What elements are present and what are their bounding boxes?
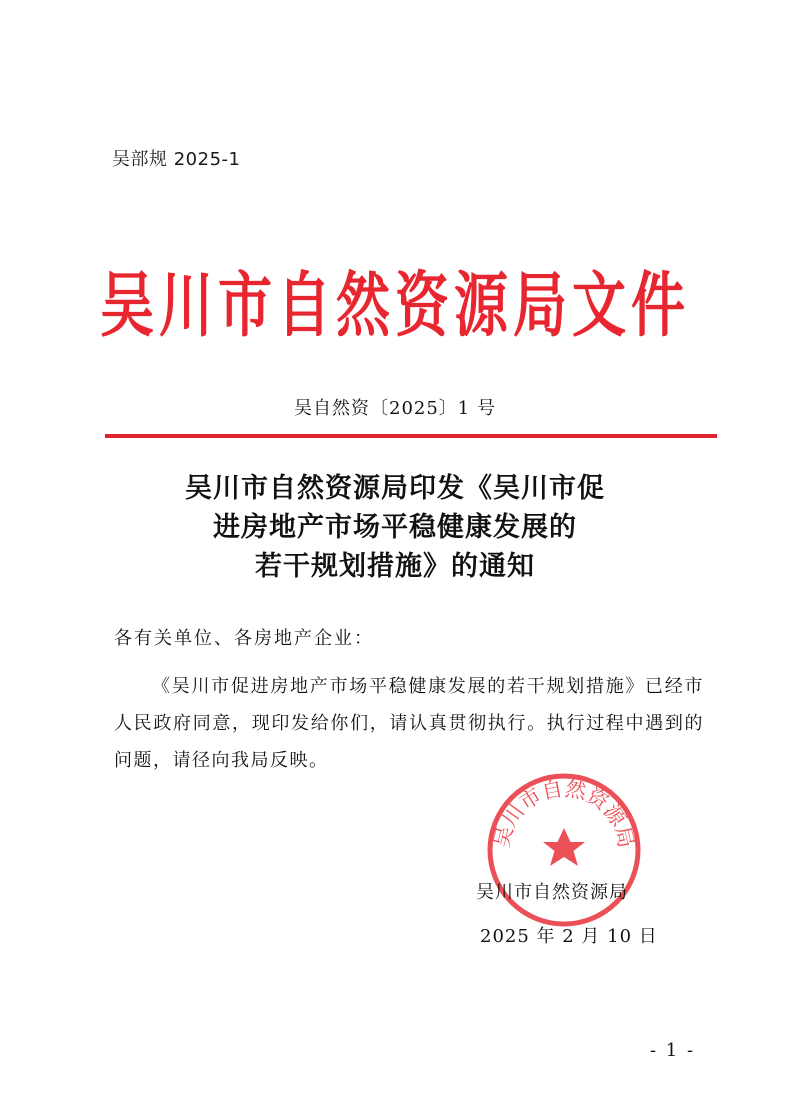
document-number: 吴自然资〔2025〕1 号 xyxy=(294,398,496,419)
document-code: 吴部规 2025-1 xyxy=(112,149,241,170)
document-title-line: 进房地产市场平稳健康发展的 xyxy=(213,512,577,543)
signature-date: 2025 年 2 月 10 日 xyxy=(480,926,658,947)
body-paragraph: 《吴川市促进房地产市场平稳健康发展的若干规划措施》已经市人民政府同意，现印发给你们，请认真贯彻执行。执行过程中遇到的问题，请径向我局反映。 xyxy=(114,676,704,771)
seal-star-icon xyxy=(543,828,585,866)
page-number: - 1 - xyxy=(650,1040,696,1061)
seal-text: 吴川市自然资源局 xyxy=(489,776,639,850)
document-title-line: 若干规划措施》的通知 xyxy=(255,551,535,582)
salutation: 各有关单位、各房地产企业： xyxy=(114,628,374,649)
document-header: 吴川市自然资源局文件 xyxy=(100,263,690,347)
official-seal xyxy=(484,770,644,930)
signature-organization: 吴川市自然资源局 xyxy=(476,882,628,903)
document-title-line: 吴川市自然资源局印发《吴川市促 xyxy=(185,473,605,504)
red-divider-line xyxy=(105,434,717,438)
